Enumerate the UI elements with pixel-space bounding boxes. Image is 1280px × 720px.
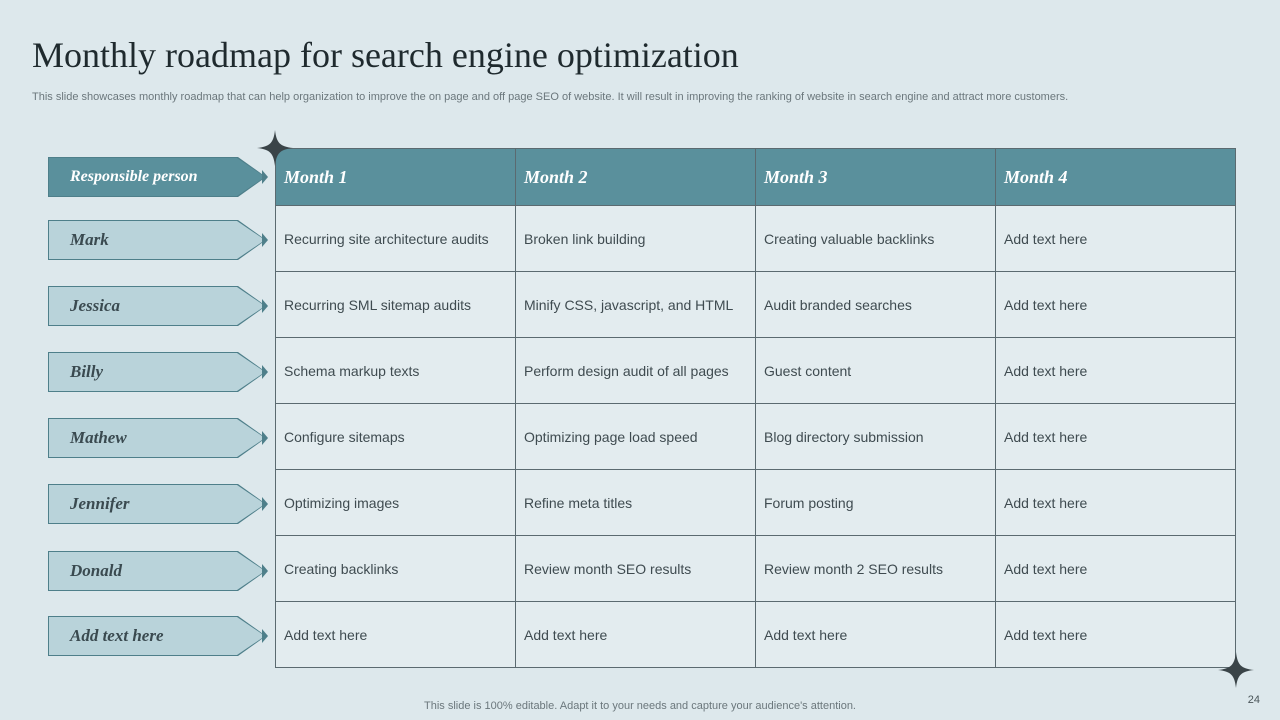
table-row	[276, 536, 1236, 602]
column-header: Month 3	[756, 149, 996, 206]
table-cell: Configure sitemaps	[276, 404, 516, 470]
person-tag	[48, 616, 266, 656]
slide-footer: This slide is 100% editable. Adapt it to your needs and capture your audience's attention.	[424, 700, 856, 712]
person-name: Billy	[70, 362, 104, 381]
table-cell: Forum posting	[756, 470, 996, 536]
responsible-person-header	[48, 157, 266, 197]
table-cell: Guest content	[756, 338, 996, 404]
table-cell: Refine meta titles	[516, 470, 756, 536]
person-tag	[48, 220, 266, 260]
table-cell: Broken link building	[516, 206, 756, 272]
table-cell: Recurring site architecture audits	[276, 206, 516, 272]
table-row	[276, 338, 1236, 404]
person-tag	[48, 418, 266, 458]
person-tag	[48, 286, 266, 326]
table-cell: Creating backlinks	[276, 536, 516, 602]
table-row	[276, 404, 1236, 470]
slide-title: Monthly roadmap for search engine optimization	[32, 35, 739, 75]
table-row	[276, 470, 1236, 536]
person-tag	[48, 551, 266, 591]
table-cell: Review month 2 SEO results	[756, 536, 996, 602]
table-cell: Audit branded searches	[756, 272, 996, 338]
column-header: Month 1	[276, 149, 516, 206]
table-cell: Minify CSS, javascript, and HTML	[516, 272, 756, 338]
column-header: Month 2	[516, 149, 756, 206]
table-cell: Optimizing page load speed	[516, 404, 756, 470]
table-cell: Add text here	[996, 338, 1236, 404]
person-name: Jennifer	[70, 494, 130, 513]
table-cell: Optimizing images	[276, 470, 516, 536]
table-cell: Add text here	[996, 536, 1236, 602]
responsible-person-label: Responsible person	[70, 168, 198, 185]
table-header-row	[276, 149, 1236, 206]
table-cell: Add text here	[996, 602, 1236, 668]
table-cell: Blog directory submission	[756, 404, 996, 470]
sparkle-star-icon	[257, 130, 293, 166]
table-cell: Add text here	[276, 602, 516, 668]
person-name: Mathew	[70, 428, 127, 447]
table-cell: Add text here	[996, 470, 1236, 536]
table-cell: Creating valuable backlinks	[756, 206, 996, 272]
table-cell: Add text here	[996, 404, 1236, 470]
sparkle-star-icon	[1218, 652, 1254, 688]
table-cell: Add text here	[516, 602, 756, 668]
slide-subtitle: This slide showcases monthly roadmap that can help organization to improve the on page and off page SEO of website. It will result in improving the ranking of website in search engine and attract more customers.	[32, 91, 1069, 103]
person-tag	[48, 352, 266, 392]
person-tag	[48, 484, 266, 524]
column-header: Month 4	[996, 149, 1236, 206]
page-number: 24	[1247, 694, 1260, 706]
table-cell: Add text here	[996, 206, 1236, 272]
person-name: Add text here	[70, 626, 164, 645]
person-name: Mark	[70, 230, 109, 249]
table-cell: Recurring SML sitemap audits	[276, 272, 516, 338]
table-row	[276, 602, 1236, 668]
person-name: Donald	[70, 561, 122, 580]
roadmap-table	[275, 148, 1236, 668]
table-cell: Add text here	[756, 602, 996, 668]
table-cell: Review month SEO results	[516, 536, 756, 602]
table-row	[276, 272, 1236, 338]
table-row	[276, 206, 1236, 272]
person-name: Jessica	[70, 296, 121, 315]
table-cell: Add text here	[996, 272, 1236, 338]
table-cell: Schema markup texts	[276, 338, 516, 404]
table-cell: Perform design audit of all pages	[516, 338, 756, 404]
